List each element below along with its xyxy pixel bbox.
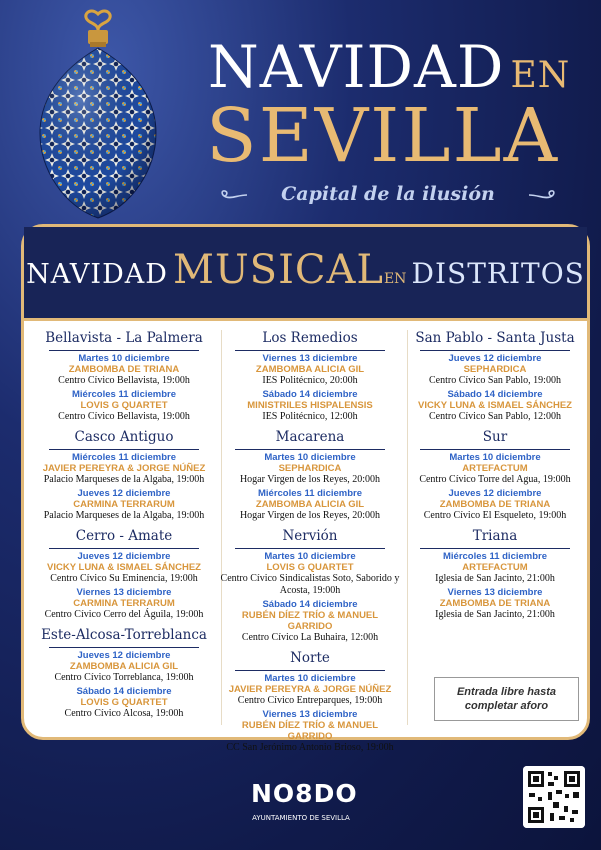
event-date: Viernes 13 diciembre bbox=[262, 353, 358, 364]
event-item bbox=[220, 551, 400, 597]
flourish-right-icon bbox=[528, 189, 558, 201]
event-date: Miércoles 11 diciembre bbox=[71, 452, 177, 463]
event-performer: ZAMBOMBA ALICIA GIL bbox=[69, 661, 179, 672]
event-item bbox=[405, 488, 585, 522]
subtitle: Capital de la ilusión bbox=[281, 183, 495, 205]
event-performer: RUBÉN DÍEZ TRÍO & MANUEL GARRIDO bbox=[241, 610, 379, 632]
event-venue: Centro Cívico Su Eminencia, 19:00h bbox=[50, 573, 198, 584]
event-performer: ZAMBOMBA DE TRIANA bbox=[439, 598, 551, 609]
event-performer: JAVIER PEREYRA & JORGE NÚÑEZ bbox=[228, 684, 392, 695]
no8do-logo: NO8DO bbox=[251, 779, 358, 808]
event-date: Martes 10 diciembre bbox=[264, 673, 356, 684]
event-venue: Centro Cívico El Esqueleto, 19:00h bbox=[423, 510, 567, 521]
qr-code-icon bbox=[523, 766, 585, 828]
event-date: Sábado 14 diciembre bbox=[262, 389, 358, 400]
event-item bbox=[34, 686, 214, 720]
district-divider bbox=[49, 647, 199, 648]
district-name: Macarena bbox=[275, 429, 345, 445]
event-date: Jueves 12 diciembre bbox=[77, 650, 171, 661]
event-date: Sábado 14 diciembre bbox=[76, 686, 172, 697]
event-venue: Centro Cívico Entreparques, 19:00h bbox=[237, 695, 383, 706]
event-performer: RUBÉN DÍEZ TRÍO & MANUEL GARRIDO bbox=[241, 720, 379, 742]
event-venue: Palacio Marqueses de la Algaba, 19:00h bbox=[43, 510, 205, 521]
district-name: Sur bbox=[482, 429, 508, 445]
event-item bbox=[405, 389, 585, 423]
title-line-1: NAVIDAD EN bbox=[208, 33, 571, 101]
subtitle-area bbox=[228, 176, 548, 212]
event-venue: Centro Cívico San Pablo, 19:00h bbox=[429, 375, 561, 386]
banner-title bbox=[24, 247, 587, 293]
free-entry-note: Entrada libre hasta completar aforo bbox=[434, 677, 579, 721]
event-performer: LOVIS G QUARTET bbox=[266, 562, 354, 573]
event-performer: MINISTRILES HISPALENSIS bbox=[247, 400, 373, 411]
event-item bbox=[34, 551, 214, 585]
event-venue: Palacio Marqueses de la Algaba, 19:00h bbox=[43, 474, 205, 485]
event-date: Miércoles 11 diciembre bbox=[442, 551, 548, 562]
district-name: Casco Antiguo bbox=[74, 429, 174, 445]
district-divider bbox=[235, 449, 385, 450]
column-1 bbox=[34, 330, 214, 720]
district-name: Los Remedios bbox=[262, 330, 358, 346]
event-date: Viernes 13 diciembre bbox=[76, 587, 172, 598]
district-divider bbox=[420, 449, 570, 450]
event-venue: Centro Cívico Cerro del Águila, 19:00h bbox=[44, 609, 204, 620]
event-item bbox=[220, 452, 400, 486]
column-2 bbox=[220, 330, 400, 754]
banner bbox=[24, 227, 587, 321]
event-performer: ZAMBOMBA ALICIA GIL bbox=[255, 499, 365, 510]
district-name: Nervión bbox=[282, 528, 338, 544]
district-name: Triana bbox=[472, 528, 518, 544]
event-date: Jueves 12 diciembre bbox=[77, 488, 171, 499]
event-venue: Centro Cívico La Buhaira, 12:00h bbox=[241, 632, 379, 643]
event-venue: IES Politécnico, 20:00h bbox=[262, 375, 358, 386]
event-venue: Centro Cívico Alcosa, 19:00h bbox=[64, 708, 184, 719]
district-divider bbox=[420, 350, 570, 351]
event-item bbox=[220, 599, 400, 644]
title-line-2: SEVILLA bbox=[206, 93, 560, 179]
district-divider bbox=[49, 548, 199, 549]
event-performer: ARTEFACTUM bbox=[462, 562, 528, 573]
event-date: Martes 10 diciembre bbox=[264, 551, 356, 562]
event-date: Jueves 12 diciembre bbox=[77, 551, 171, 562]
district-divider bbox=[235, 548, 385, 549]
district-divider bbox=[49, 350, 199, 351]
event-venue: Hogar Virgen de los Reyes, 20:00h bbox=[239, 510, 381, 521]
event-performer: LOVIS G QUARTET bbox=[80, 697, 168, 708]
event-venue: Centro Cívico San Pablo, 12:00h bbox=[429, 411, 561, 422]
city-logo bbox=[251, 779, 358, 822]
event-venue: Centro Cívico Bellavista, 19:00h bbox=[58, 411, 190, 422]
district-name: Bellavista - La Palmera bbox=[45, 330, 203, 346]
event-item bbox=[34, 587, 214, 621]
district-name: Este-Alcosa-Torreblanca bbox=[41, 627, 207, 643]
event-performer: SEPHARDICA bbox=[463, 364, 527, 375]
event-item bbox=[220, 353, 400, 387]
event-venue: CC San Jerónimo Antonio Brioso, 19:00h bbox=[226, 742, 394, 753]
banner-word-navidad: NAVIDAD bbox=[26, 259, 168, 290]
event-date: Sábado 14 diciembre bbox=[262, 599, 358, 610]
event-date: Martes 10 diciembre bbox=[264, 452, 356, 463]
event-performer: VICKY LUNA & ISMAEL SÁNCHEZ bbox=[47, 562, 201, 573]
event-venue: Centro Cívico Sindicalistas Soto, Saborido y Acosta, 19:00h bbox=[220, 573, 400, 596]
event-date: Miércoles 11 diciembre bbox=[71, 389, 177, 400]
event-date: Martes 10 diciembre bbox=[78, 353, 170, 364]
event-item bbox=[34, 389, 214, 423]
district-name: San Pablo - Santa Justa bbox=[415, 330, 575, 346]
event-item bbox=[34, 452, 214, 486]
event-performer: VICKY LUNA & ISMAEL SÁNCHEZ bbox=[418, 400, 572, 411]
district-name: Cerro - Amate bbox=[75, 528, 173, 544]
event-date: Jueves 12 diciembre bbox=[448, 488, 542, 499]
event-date: Viernes 13 diciembre bbox=[262, 709, 358, 720]
event-date: Martes 10 diciembre bbox=[449, 452, 541, 463]
event-date: Viernes 13 diciembre bbox=[447, 587, 543, 598]
christmas-ornament-icon bbox=[28, 8, 168, 223]
event-performer: ARTEFACTUM bbox=[462, 463, 528, 474]
banner-word-musical: MUSICAL bbox=[173, 247, 384, 293]
column-3 bbox=[405, 330, 585, 621]
event-venue: Centro Cívico Torreblanca, 19:00h bbox=[54, 672, 194, 683]
program-card bbox=[21, 224, 590, 753]
event-venue: Hogar Virgen de los Reyes, 20:00h bbox=[239, 474, 381, 485]
event-performer: LOVIS G QUARTET bbox=[80, 400, 168, 411]
event-venue: IES Politécnico, 12:00h bbox=[262, 411, 358, 422]
event-performer: CARMINA TERRARUM bbox=[73, 499, 175, 510]
event-item bbox=[405, 551, 585, 585]
district-divider bbox=[49, 449, 199, 450]
event-performer: JAVIER PEREYRA & JORGE NÚÑEZ bbox=[42, 463, 206, 474]
event-item bbox=[220, 389, 400, 423]
event-item bbox=[34, 650, 214, 684]
title-en: EN bbox=[510, 55, 571, 96]
event-item bbox=[405, 452, 585, 486]
district-name: Norte bbox=[290, 650, 330, 666]
district-divider bbox=[420, 548, 570, 549]
event-venue: Iglesia de San Jacinto, 21:00h bbox=[435, 573, 555, 584]
banner-word-en: EN bbox=[383, 271, 407, 287]
event-performer: CARMINA TERRARUM bbox=[73, 598, 175, 609]
district-divider bbox=[235, 670, 385, 671]
event-item bbox=[220, 488, 400, 522]
event-performer: ZAMBOMBA DE TRIANA bbox=[68, 364, 180, 375]
event-venue: Centro Cívico Bellavista, 19:00h bbox=[58, 375, 190, 386]
event-item bbox=[220, 673, 400, 707]
event-venue: Centro Cívico Torre del Agua, 19:00h bbox=[419, 474, 571, 485]
event-performer: ZAMBOMBA DE TRIANA bbox=[439, 499, 551, 510]
event-date: Jueves 12 diciembre bbox=[448, 353, 542, 364]
event-date: Miércoles 11 diciembre bbox=[257, 488, 363, 499]
event-date: Sábado 14 diciembre bbox=[447, 389, 543, 400]
event-venue: Iglesia de San Jacinto, 21:00h bbox=[435, 609, 555, 620]
event-item bbox=[405, 587, 585, 621]
district-divider bbox=[235, 350, 385, 351]
event-item bbox=[220, 709, 400, 754]
event-item bbox=[405, 353, 585, 387]
event-performer: SEPHARDICA bbox=[278, 463, 342, 474]
event-item bbox=[34, 488, 214, 522]
city-hall-label: AYUNTAMIENTO DE SEVILLA bbox=[252, 814, 350, 822]
event-performer: ZAMBOMBA ALICIA GIL bbox=[255, 364, 365, 375]
banner-word-distritos: DISTRITOS bbox=[411, 257, 585, 290]
event-item bbox=[34, 353, 214, 387]
